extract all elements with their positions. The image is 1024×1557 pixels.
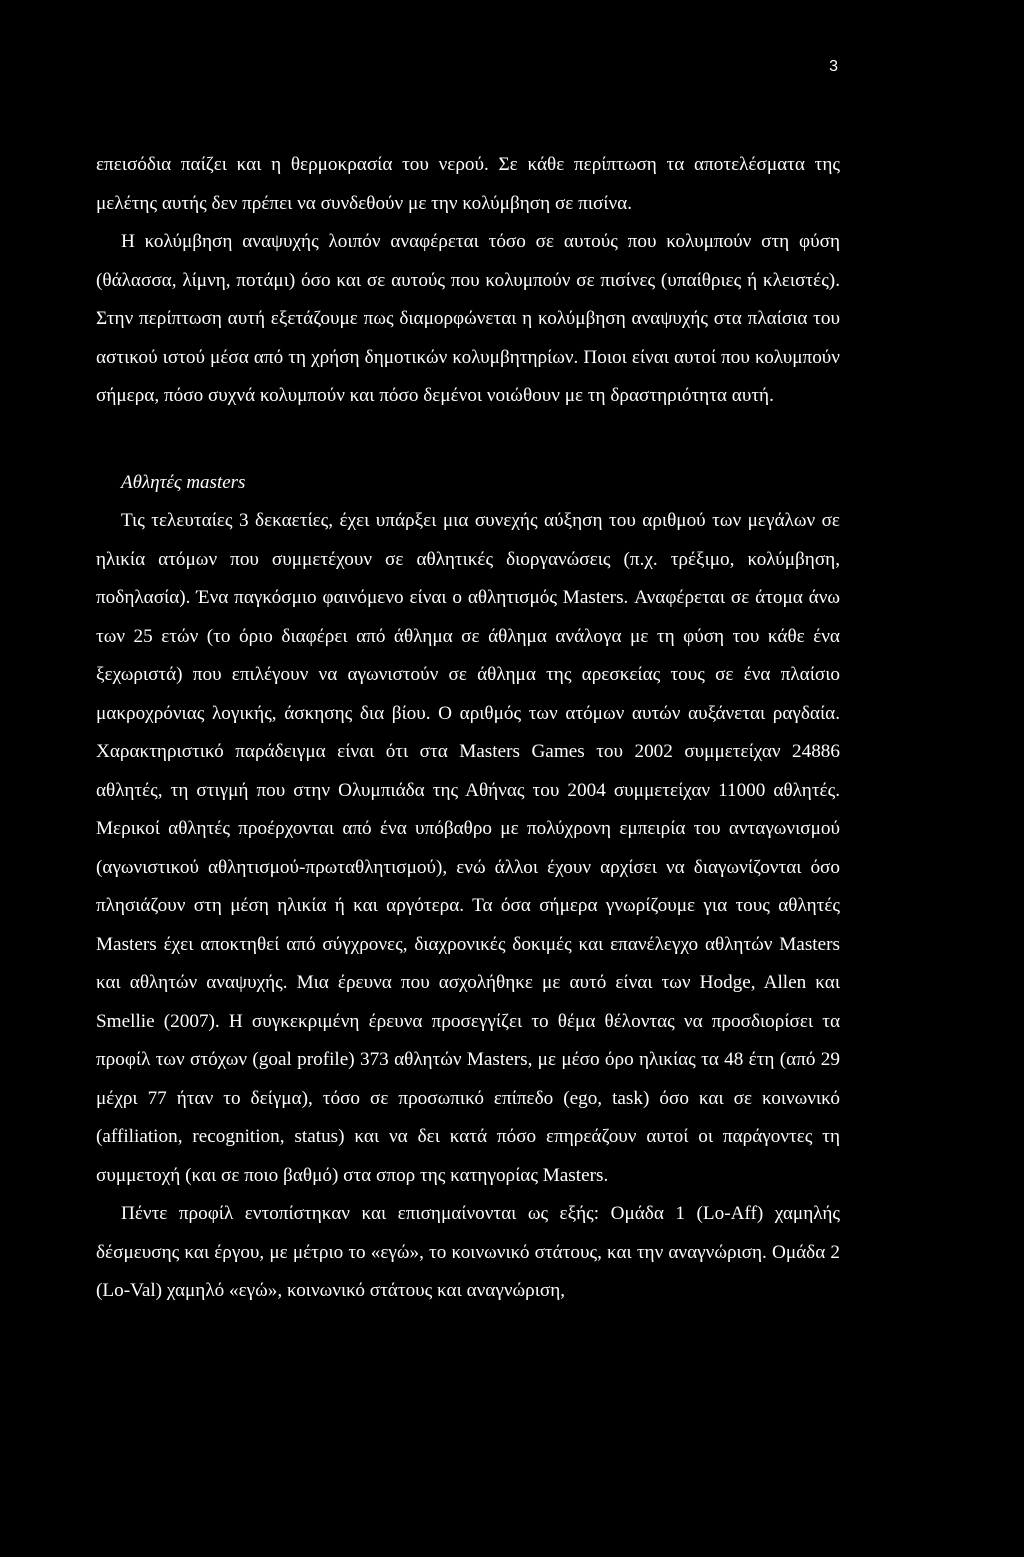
section-heading-masters-athletes: Αθλητές masters [121, 471, 246, 493]
paragraph-masters-overview: Τις τελευταίες 3 δεκαετίες, έχει υπάρξει μια συνεχής αύξηση του αριθμού των μεγάλων σε ηλικία ατόμων που συμμετέχουν σε αθλητικές διοργανώσεις (π.χ. τρέξιμο, κολύμβηση, ποδηλασία). Ένα παγκόσμιο φαινόμενο είναι ο αθλητισμός Masters. Αναφέρεται σε άτομα άνω των 25 ετών (το όριο διαφέρει από άθλημα σε άθλημα ανάλογα με τη φύση του κάθε ένα ξεχωριστά) που επιλέγουν να αγωνιστούν σε άθλημα της αρεσκείας τους σε ένα πλαίσιο μακροχρόνιας λογικής, άσκησης δια βίου. Ο αριθμός των ατόμων αυτών αυξάνεται ραγδαία. Χαρακτηριστικό παράδειγμα είναι ότι στα Masters Games του 2002 συμμετείχαν 24886 αθλητές, τη στιγμή που στην Ολυμπιάδα της Αθήνας του 2004 συμμετείχαν 11000 αθλητές. Μερικοί αθλητές προέρχονται από ένα υπόβαθρο με πολύχρονη εμπειρία του ανταγωνισμού (αγωνιστικού αθλητισμού-πρωταθλητισμού), ενώ άλλοι έχουν αρχίσει να διαγωνίζονται όσο πλησιάζουν στη μέση ηλικία ή και αργότερα. Τα όσα σήμερα γνωρίζουμε για τους αθλητές Masters έχει αποκτηθεί από σύγχρονες, διαχρονικές δοκιμές και επανέλεγχο αθλητών Masters και αθλητών αναψυχής. Μια έρευνα που ασχολήθηκε με αυτό είναι των Hodge, Allen και Smellie (2007). Η συγκεκριμένη έρευνα προσεγγίζει το θέμα θέλοντας να προσδιορίσει τα προφίλ των στόχων (goal profile) 373 αθλητών Masters, με μέσο όρο ηλικίας τα 48 έτη (από 29 μέχρι 77 ήταν το δείγμα), τόσο σε προσωπικό επίπεδο (ego, task) όσο και σε κοινωνικό (affiliation, recognition, status) και να δει κατά πόσο επηρεάζουν αυτοί οι παράγοντες τη συμμετοχή (και σε ποιο βαθμό) στα σπορ της κατηγορίας Masters. [96, 510, 840, 1186]
paragraph-five-profiles: Πέντε προφίλ εντοπίστηκαν και επισημαίνονται ως εξής: Ομάδα 1 (Lo-Aff) χαμηλής δέσμευσης και έργου, με μέτριο το «εγώ», το κοινωνικό στάτους, και την αναγνώριση. Ομάδα 2 (Lo-Val) χαμηλό «εγώ», κοινωνικό στάτους και αναγνώριση, [96, 1203, 840, 1301]
page-number: 3 [829, 58, 838, 75]
paragraph-continuation: επεισόδια παίζει και η θερμοκρασία του νερού. Σε κάθε περίπτωση τα αποτελέσματα της μελέτης αυτής δεν πρέπει να συνδεθούν με την κολύμβηση σε πισίνα. [96, 154, 840, 214]
document-body [96, 146, 840, 1311]
paragraph-recreational-swimming: Η κολύμβηση αναψυχής λοιπόν αναφέρεται τόσο σε αυτούς που κολυμπούν στη φύση (θάλασσα, λίμνη, ποτάμι) όσο και σε αυτούς που κολυμπούν σε πισίνες (υπαίθριες ή κλειστές). Στην περίπτωση αυτή εξετάζουμε πως διαμορφώνεται η κολύμβηση αναψυχής στα πλαίσια του αστικού ιστού μέσα από τη χρήση δημοτικών κολυμβητηρίων. Ποιοι είναι αυτοί που κολυμπούν σήμερα, πόσο συχνά κολυμπούν και πόσο δεμένοι νοιώθουν με τη δραστηριότητα αυτή. [96, 231, 840, 406]
